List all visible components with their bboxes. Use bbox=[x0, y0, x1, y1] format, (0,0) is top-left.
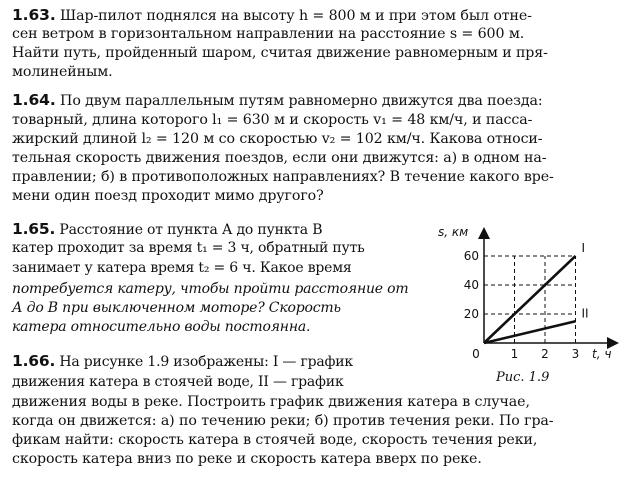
problem-1-66-line-5: фикам найти: скорость катера в стоячей воде, скорость течения реки, bbox=[12, 432, 538, 448]
problem-1-63-line-2: сен ветром в горизонтальном направлении на расстояние s = 600 м. bbox=[12, 26, 525, 42]
x-tick-label: 2 bbox=[541, 347, 549, 361]
problem-1-63-line-1 bbox=[12, 6, 532, 26]
y-tick-label: 40 bbox=[463, 278, 479, 292]
problem-1-66-line-6: скорость катера вниз по реке и скорость катера вверх по реке. bbox=[12, 451, 482, 467]
problem-1-65-line-2: катер проходит за время t₁ = 3 ч, обратный путь bbox=[12, 240, 365, 256]
x-tick-label: 1 bbox=[510, 347, 519, 361]
problem-text: Шар-пилот поднялся на высоту h = 800 м и при этом был отне- bbox=[55, 8, 532, 24]
problem-text: На рисунке 1.9 изображены: I — график bbox=[55, 354, 353, 370]
problem-1-65-line-4: потребуется катеру, чтобы пройти расстояние от bbox=[12, 281, 409, 297]
problem-number: 1.66. bbox=[12, 352, 56, 370]
problem-1-63-line-3: Найти путь, пройденный шаром, считая движение равномерным и пря- bbox=[12, 45, 548, 61]
x-tick-label: 3 bbox=[571, 347, 580, 361]
figure-caption: Рис. 1.9 bbox=[496, 370, 550, 385]
series-line-II bbox=[484, 321, 576, 343]
problem-1-65-line-6: катера относительно воды постоянна. bbox=[12, 319, 311, 335]
problem-number: 1.63. bbox=[12, 6, 56, 24]
y-tick-label: 60 bbox=[463, 249, 479, 263]
problem-1-65-line-5: А до В при выключенном моторе? Скорость bbox=[12, 300, 341, 316]
y-tick-label: 20 bbox=[463, 307, 479, 321]
problem-1-63-line-4: молинейным. bbox=[12, 64, 113, 80]
problem-1-64-line-3: жирский длиной l₂ = 120 м со скоростью v₂ = 102 км/ч. Какова относи- bbox=[12, 131, 543, 147]
problem-number: 1.65. bbox=[12, 220, 56, 238]
problem-1-66-line-3: движения воды в реке. Построить график движения катера в случае, bbox=[12, 394, 530, 410]
problem-1-65-line-3: занимает у катера время t₂ = 6 ч. Какое время bbox=[12, 260, 352, 276]
problem-1-66-line-4: когда он движется: а) по течению реки; б) против течения реки. По гра- bbox=[12, 413, 554, 429]
problem-text: Расстояние от пункта А до пункта В bbox=[55, 222, 323, 238]
x-tick-label: 0 bbox=[472, 347, 480, 361]
problem-text: По двум параллельным путям равномерно движутся два поезда: bbox=[55, 93, 543, 109]
problem-1-66-line-2: движения катера в стоячей воде, II — график bbox=[12, 374, 344, 390]
problem-1-66-line-1 bbox=[12, 352, 353, 372]
problem-1-64-line-5: правлении; б) в противоположных направлениях? В течение какого вре- bbox=[12, 169, 554, 185]
problem-1-64-line-2: товарный, длина которого l₁ = 630 м и скорость v₁ = 48 км/ч, и пасса- bbox=[12, 112, 533, 128]
series-label-I: I bbox=[581, 241, 586, 255]
series-label-II: II bbox=[581, 306, 589, 321]
problem-1-64-line-4: тельная скорость движения поездов, если они движутся: а) в одном на- bbox=[12, 150, 547, 166]
problem-number: 1.64. bbox=[12, 91, 56, 109]
y-axis-label: s, км bbox=[438, 225, 469, 239]
x-axis-label: t, ч bbox=[592, 347, 612, 361]
problem-1-64-line-6: мени один поезд проходит мимо другого? bbox=[12, 188, 324, 204]
problem-1-65-line-1 bbox=[12, 220, 322, 240]
series-line-I bbox=[484, 256, 576, 343]
problem-1-64-line-1 bbox=[12, 91, 543, 111]
